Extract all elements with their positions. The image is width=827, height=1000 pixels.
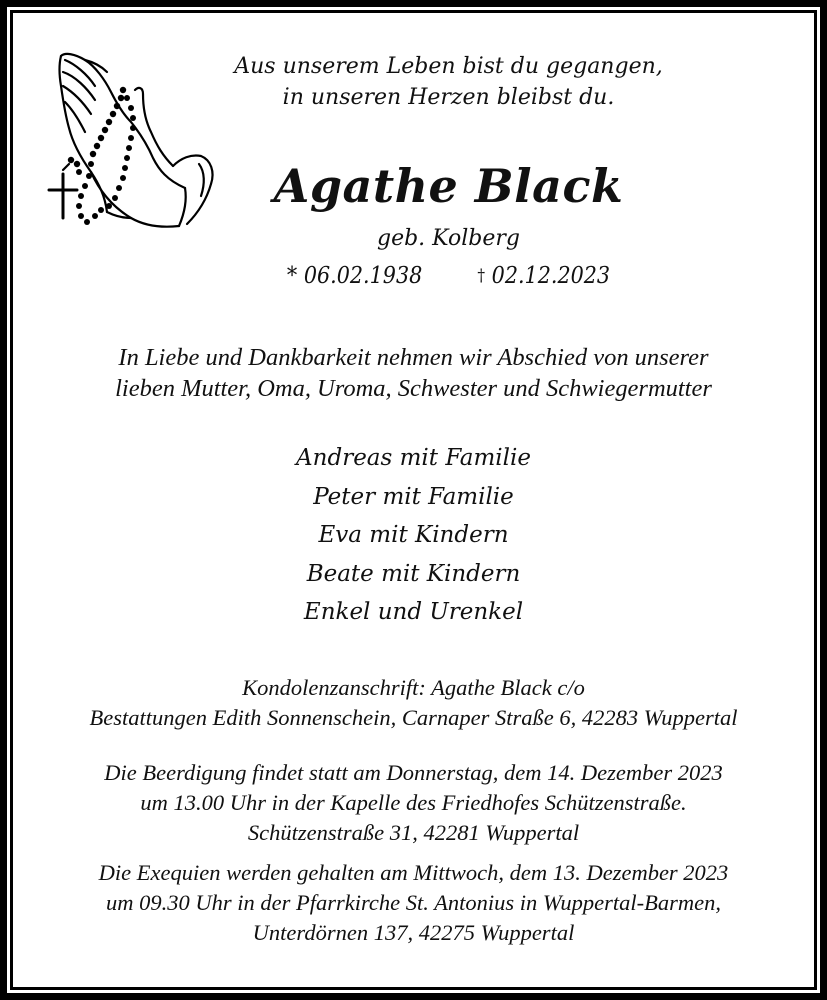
- mourners-list: [13, 439, 814, 632]
- funeral-line-2: um 13.00 Uhr in der Kapelle des Friedhofes Schützenstraße.: [140, 790, 687, 815]
- requiem-line-3: Unterdörnen 137, 42275 Wuppertal: [252, 920, 575, 945]
- requiem-line-1: Die Exequien werden gehalten am Mittwoch, dem 13. Dezember 2023: [98, 860, 729, 885]
- requiem-line-2: um 09.30 Uhr in der Pfarrkirche St. Antonius in Wuppertal-Barmen,: [106, 890, 721, 915]
- mourner: Peter mit Familie: [313, 483, 514, 510]
- mourner: Andreas mit Familie: [296, 445, 531, 471]
- motto-line-2: in unseren Herzen bleibst du.: [282, 85, 615, 110]
- mourner: Beate mit Kindern: [306, 560, 521, 587]
- condolence-address: [13, 673, 814, 733]
- death-dagger-icon: †: [477, 266, 486, 286]
- birth-star-icon: *: [286, 263, 298, 289]
- death-date: 02.12.2023: [491, 263, 611, 289]
- deceased-name: Agathe Black: [273, 159, 624, 213]
- farewell-line-2: lieben Mutter, Oma, Uroma, Schwester und Schwiegermutter: [115, 376, 712, 402]
- funeral-line-1: Die Beerdigung findet statt am Donnerstag, dem 14. Dezember 2023: [104, 760, 723, 785]
- condolence-line-2: Bestattungen Edith Sonnenschein, Carnaper Straße 6, 42283 Wuppertal: [89, 705, 738, 730]
- life-dates: [163, 263, 734, 289]
- motto: [163, 51, 734, 113]
- birth-date: 06.02.1938: [303, 263, 423, 289]
- condolence-line-1: Kondolenzanschrift: Agathe Black c/o: [242, 675, 585, 700]
- mourner: Eva mit Kindern: [318, 522, 509, 548]
- requiem-info: [13, 858, 814, 948]
- farewell-line-1: In Liebe und Dankbarkeit nehmen wir Abschied von unserer: [118, 345, 709, 371]
- maiden-name: geb. Kolberg: [377, 226, 520, 251]
- funeral-line-3: Schützenstraße 31, 42281 Wuppertal: [247, 820, 580, 845]
- motto-line-1: Aus unserem Leben bist du gegangen,: [234, 54, 663, 79]
- mourner: Enkel und Urenkel: [303, 599, 524, 625]
- funeral-info: [13, 758, 814, 848]
- farewell-text: [5, 343, 822, 405]
- obituary-notice: [13, 13, 814, 987]
